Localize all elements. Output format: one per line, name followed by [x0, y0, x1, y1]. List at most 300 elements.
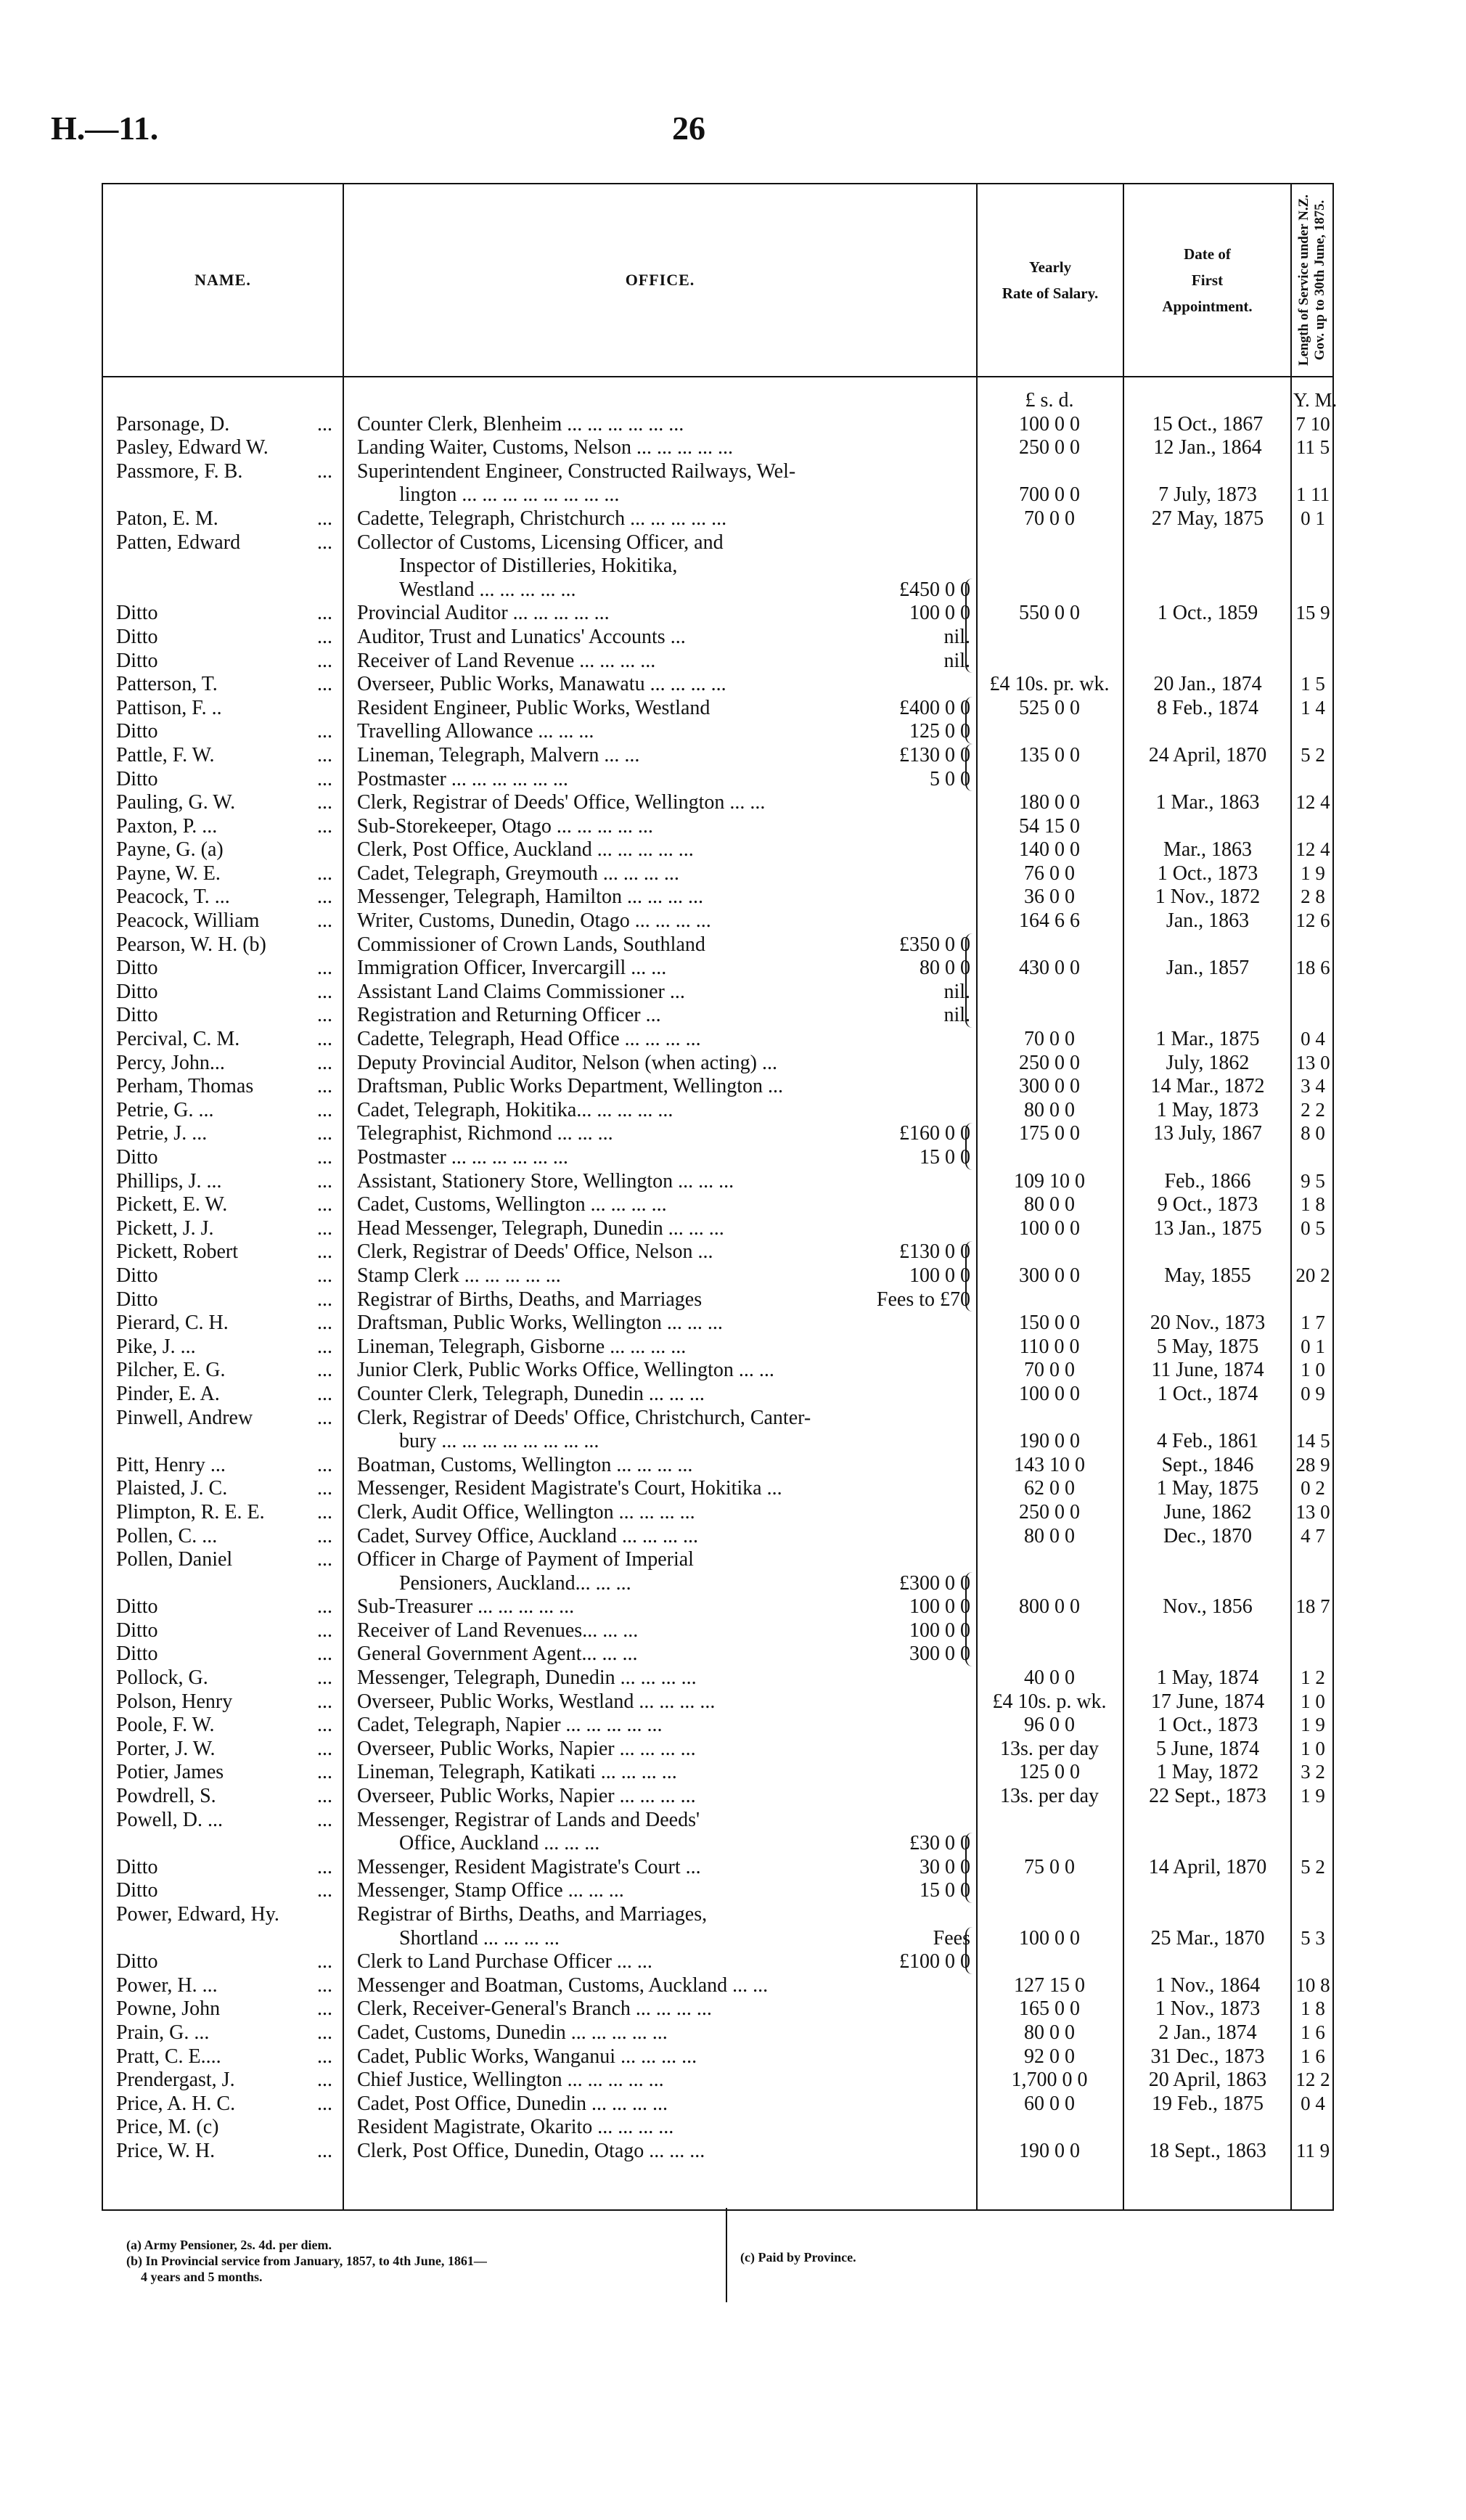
- table-row: [103, 815, 1332, 839]
- name-cell: Pollock, G.: [116, 1666, 208, 1690]
- component-salary-cell: 80 0 0: [920, 957, 970, 980]
- rate-cell: 70 0 0: [1024, 1028, 1075, 1051]
- component-salary-cell: £160 0 0: [899, 1122, 970, 1145]
- name-cell: Price, M. (c): [116, 2116, 219, 2139]
- rate-cell: 250 0 0: [1019, 1051, 1080, 1074]
- footnote-a: (a) Army Pensioner, 2s. 4d. per diem.: [126, 2238, 332, 2252]
- component-salary-cell: £350 0 0: [899, 933, 970, 956]
- office-cell: Clerk, Registrar of Deeds' Office, Christchurch, Canter-: [357, 1406, 811, 1429]
- name-cell: Patten, Edward: [116, 531, 241, 554]
- name-cell: Price, A. H. C.: [116, 2092, 236, 2115]
- office-cell: Cadet, Customs, Wellington ... ... ... ...: [357, 1193, 667, 1216]
- table-row: [103, 909, 1332, 933]
- office-cell: Cadet, Customs, Dunedin ... ... ... ... ...: [357, 2021, 668, 2044]
- name-cell: Pattle, F. W.: [116, 743, 215, 766]
- name-cell: Paxton, P. ...: [116, 814, 218, 838]
- appointment-date-cell: 1 Oct., 1874: [1157, 1382, 1258, 1405]
- length-of-service-cell: 5 3: [1301, 1926, 1325, 1949]
- office-cell: Counter Clerk, Blenheim ... ... ... ... ... ...: [357, 412, 684, 435]
- table-row: [103, 436, 1332, 460]
- rate-cell: 250 0 0: [1019, 1500, 1080, 1523]
- length-of-service-cell: 18 7: [1295, 1595, 1330, 1618]
- length-of-service-cell: 1 5: [1301, 673, 1325, 695]
- length-of-service-cell: 1 0: [1301, 1737, 1325, 1759]
- leader-dots: ...: [317, 1382, 332, 1405]
- table-row: [103, 2069, 1332, 2092]
- rate-cell: 76 0 0: [1024, 862, 1075, 885]
- office-cell: Cadette, Telegraph, Christchurch ... ... ... ... ...: [357, 507, 727, 530]
- rate-cell: 140 0 0: [1019, 838, 1080, 862]
- rate-cell: 75 0 0: [1024, 1855, 1075, 1878]
- leader-dots: ...: [317, 862, 332, 885]
- table-row: [103, 1927, 1332, 1951]
- leader-dots: ...: [317, 1216, 332, 1240]
- appointment-date-cell: 1 Nov., 1873: [1155, 1997, 1261, 2021]
- table-row: [103, 1950, 1332, 1974]
- table-row: [103, 1099, 1332, 1123]
- leader-dots: ...: [317, 1785, 332, 1808]
- rate-cell: 190 0 0: [1019, 2139, 1080, 2162]
- table-row: [103, 1595, 1332, 1619]
- name-cell: Ditto: [116, 1264, 158, 1287]
- name-cell: Pattison, F. ..: [116, 696, 222, 719]
- rate-cell: 100 0 0: [1019, 1216, 1080, 1240]
- appointment-date-cell: 1 Nov., 1864: [1155, 1973, 1261, 1997]
- grouping-brace: [965, 744, 972, 791]
- length-of-service-cell: 28 9: [1295, 1453, 1330, 1476]
- appointment-date-cell: 20 Jan., 1874: [1153, 673, 1262, 696]
- length-of-service-cell: 0 9: [1301, 1382, 1325, 1404]
- office-cell: Shortland ... ... ... ...: [399, 1926, 560, 1950]
- appointment-date-cell: 13 Jan., 1875: [1153, 1216, 1262, 1240]
- component-salary-cell: 125 0 0: [909, 720, 970, 743]
- table-row: [103, 1642, 1332, 1666]
- rate-cell: 13s. per day: [999, 1785, 1100, 1808]
- leader-dots: ...: [317, 1146, 332, 1169]
- table-row: [103, 957, 1332, 981]
- office-cell: lington ... ... ... ... ... ... ... ...: [399, 483, 620, 507]
- rate-cell: 80 0 0: [1024, 1193, 1075, 1216]
- name-cell: Pike, J. ...: [116, 1335, 196, 1358]
- office-cell: Cadet, Telegraph, Napier ... ... ... ... ...: [357, 1714, 663, 1737]
- appointment-date-cell: 1 Oct., 1873: [1157, 862, 1258, 885]
- table-row: [103, 531, 1332, 555]
- table-row: [103, 1525, 1332, 1549]
- component-salary-cell: £450 0 0: [899, 578, 970, 601]
- appointment-date-cell: 1 Mar., 1863: [1155, 791, 1260, 814]
- document-reference: H.—11.: [51, 110, 159, 147]
- length-of-service-cell: 1 11: [1295, 483, 1330, 506]
- length-of-service-cell: 15 9: [1295, 602, 1330, 624]
- appointment-date-cell: 4 Feb., 1861: [1157, 1430, 1258, 1453]
- rate-cell: 100 0 0: [1019, 1926, 1080, 1950]
- office-cell: Messenger, Resident Magistrate's Court, Hokitika ...: [357, 1477, 782, 1500]
- name-cell: Pauling, G. W.: [116, 791, 236, 814]
- leader-dots: ...: [317, 1477, 332, 1500]
- rate-cell: 54 15 0: [1019, 814, 1080, 838]
- leader-dots: ...: [317, 720, 332, 743]
- appointment-date-cell: Dec., 1870: [1163, 1524, 1253, 1547]
- component-salary-cell: nil.: [943, 625, 970, 648]
- footnotes: [102, 2208, 1331, 2302]
- leader-dots: ...: [317, 957, 332, 980]
- rate-cell: 109 10 0: [1014, 1169, 1085, 1192]
- leader-dots: ...: [317, 1855, 332, 1878]
- table-row: [103, 1407, 1332, 1431]
- component-salary-cell: 100 0 0: [909, 1619, 970, 1642]
- leader-dots: ...: [317, 2045, 332, 2068]
- table-row: [103, 1501, 1332, 1525]
- appointment-date-cell: 11 June, 1874: [1151, 1359, 1264, 1382]
- name-cell: Percival, C. M.: [116, 1028, 240, 1051]
- rate-cell: 40 0 0: [1024, 1666, 1075, 1690]
- units-rate: £ s. d.: [1025, 389, 1074, 412]
- name-cell: Ditto: [116, 625, 158, 648]
- grouping-brace: [965, 1927, 972, 1974]
- table-row: [103, 2021, 1332, 2045]
- office-cell: Officer in Charge of Payment of Imperial: [357, 1548, 694, 1571]
- leader-dots: ...: [317, 980, 332, 1003]
- name-cell: Phillips, J. ...: [116, 1169, 222, 1192]
- appointment-date-cell: 5 June, 1874: [1155, 1737, 1260, 1760]
- office-cell: Messenger, Telegraph, Dunedin ... ... ... ...: [357, 1666, 697, 1690]
- grouping-brace: [965, 1123, 972, 1170]
- leader-dots: ...: [317, 767, 332, 790]
- length-of-service-cell: 8 0: [1301, 1122, 1325, 1145]
- table-row: [103, 2140, 1332, 2164]
- leader-dots: ...: [317, 1761, 332, 1784]
- name-cell: Ditto: [116, 957, 158, 980]
- office-cell: Registration and Returning Officer ...: [357, 1004, 661, 1027]
- table-row: [103, 1430, 1332, 1454]
- office-cell: Cadet, Telegraph, Greymouth ... ... ... ...: [357, 862, 679, 885]
- name-cell: Pratt, C. E....: [116, 2045, 221, 2068]
- table-row: [103, 791, 1332, 815]
- leader-dots: ...: [317, 1879, 332, 1902]
- rate-cell: 110 0 0: [1019, 1335, 1080, 1358]
- length-of-service-cell: 1 6: [1301, 2045, 1325, 2067]
- table-row: [103, 1477, 1332, 1501]
- rate-cell: 300 0 0: [1019, 1264, 1080, 1287]
- leader-dots: ...: [317, 1690, 332, 1713]
- component-salary-cell: nil.: [943, 980, 970, 1003]
- component-salary-cell: 100 0 0: [909, 602, 970, 625]
- table-row: [103, 1312, 1332, 1335]
- table-row: [103, 626, 1332, 650]
- table-body: [103, 389, 1338, 2164]
- table-row: [103, 933, 1332, 957]
- name-cell: Price, W. H.: [116, 2139, 216, 2162]
- name-cell: Petrie, G. ...: [116, 1098, 214, 1121]
- rate-cell: 70 0 0: [1024, 1359, 1075, 1382]
- office-cell: Cadette, Telegraph, Head Office ... ... ... ...: [357, 1028, 701, 1051]
- name-cell: Ditto: [116, 1595, 158, 1619]
- leader-dots: ...: [317, 1098, 332, 1121]
- leader-dots: ...: [317, 1288, 332, 1311]
- office-cell: Lineman, Telegraph, Katikati ... ... ... ...: [357, 1761, 677, 1784]
- length-of-service-cell: 1 9: [1301, 862, 1325, 884]
- office-cell: Immigration Officer, Invercargill ... ...: [357, 957, 667, 980]
- name-cell: Ditto: [116, 1855, 158, 1878]
- name-cell: Ditto: [116, 1950, 158, 1973]
- leader-dots: ...: [317, 1737, 332, 1760]
- name-cell: Payne, G. (a): [116, 838, 224, 862]
- length-of-service-cell: 7 10: [1295, 412, 1330, 435]
- leader-dots: ...: [317, 625, 332, 648]
- table-row: [103, 1264, 1332, 1288]
- appointment-date-cell: 17 June, 1874: [1150, 1690, 1265, 1713]
- table-row: [103, 2092, 1332, 2116]
- length-of-service-cell: 0 4: [1301, 1028, 1325, 1050]
- length-of-service-cell: 0 5: [1301, 1216, 1325, 1239]
- leader-dots: ...: [317, 1997, 332, 2021]
- leader-dots: ...: [317, 1169, 332, 1192]
- name-cell: Powdrell, S.: [116, 1785, 216, 1808]
- table-row: [103, 483, 1332, 507]
- table-row: [103, 507, 1332, 531]
- appointment-date-cell: 1 Nov., 1872: [1155, 885, 1261, 909]
- rate-cell: 300 0 0: [1019, 1075, 1080, 1098]
- name-cell: Ditto: [116, 1619, 158, 1642]
- name-cell: Pilcher, E. G.: [116, 1359, 226, 1382]
- length-of-service-cell: 11 5: [1295, 436, 1330, 459]
- leader-dots: ...: [317, 1714, 332, 1737]
- name-cell: Pinder, E. A.: [116, 1382, 220, 1405]
- leader-dots: ...: [317, 791, 332, 814]
- length-of-service-cell: 2 8: [1301, 885, 1325, 908]
- length-of-service-cell: 4 7: [1301, 1524, 1325, 1547]
- name-cell: Powell, D. ...: [116, 1808, 223, 1831]
- table-row: [103, 1240, 1332, 1264]
- name-cell: Ditto: [116, 980, 158, 1003]
- office-cell: Registrar of Births, Deaths, and Marriages: [357, 1288, 703, 1311]
- appointment-date-cell: Mar., 1863: [1163, 838, 1253, 862]
- leader-dots: ...: [317, 1973, 332, 1997]
- leader-dots: ...: [317, 1122, 332, 1145]
- table-row: [103, 1028, 1332, 1052]
- name-cell: Ditto: [116, 602, 158, 625]
- leader-dots: ...: [317, 1619, 332, 1642]
- name-cell: Ditto: [116, 1004, 158, 1027]
- appointment-date-cell: 14 Mar., 1872: [1150, 1075, 1265, 1098]
- table-row: [103, 1903, 1332, 1927]
- page-header: [51, 109, 1357, 152]
- office-cell: Head Messenger, Telegraph, Dunedin ... ... ...: [357, 1216, 724, 1240]
- length-of-service-cell: 1 2: [1301, 1666, 1325, 1689]
- name-cell: Ditto: [116, 1146, 158, 1169]
- office-cell: Counter Clerk, Telegraph, Dunedin ... ... ...: [357, 1382, 705, 1405]
- office-cell: Receiver of Land Revenue ... ... ... ...: [357, 649, 656, 672]
- length-of-service-cell: 0 1: [1301, 1335, 1325, 1357]
- office-cell: Overseer, Public Works, Westland ... ... ... ...: [357, 1690, 716, 1713]
- name-cell: Ditto: [116, 720, 158, 743]
- rate-cell: 525 0 0: [1019, 696, 1080, 719]
- name-cell: Pickett, Robert: [116, 1240, 238, 1264]
- rate-cell: 135 0 0: [1019, 743, 1080, 766]
- rate-cell: 100 0 0: [1019, 1382, 1080, 1405]
- component-salary-cell: Fees to £70: [876, 1288, 970, 1311]
- office-cell: Messenger, Resident Magistrate's Court ...: [357, 1855, 701, 1878]
- name-cell: Power, Edward, Hy.: [116, 1903, 279, 1926]
- name-cell: Plaisted, J. C.: [116, 1477, 228, 1500]
- component-salary-cell: 15 0 0: [920, 1146, 970, 1169]
- table-row: [103, 1217, 1332, 1241]
- table-row: [103, 602, 1332, 626]
- office-cell: Sub-Treasurer ... ... ... ... ...: [357, 1595, 575, 1619]
- office-cell: Pensioners, Auckland... ... ...: [399, 1571, 631, 1595]
- rate-cell: 143 10 0: [1014, 1453, 1085, 1476]
- appointment-date-cell: 9 Oct., 1873: [1157, 1193, 1258, 1216]
- leader-dots: ...: [317, 1240, 332, 1264]
- name-cell: Peacock, T. ...: [116, 885, 230, 909]
- rate-cell: 13s. per day: [999, 1737, 1100, 1760]
- table-row: [103, 1075, 1332, 1099]
- appointment-date-cell: 7 July, 1873: [1158, 483, 1257, 507]
- rate-cell: 100 0 0: [1019, 412, 1080, 435]
- appointment-date-cell: Feb., 1866: [1164, 1169, 1251, 1192]
- table-row: [103, 1832, 1332, 1856]
- appointment-date-cell: 1 May, 1873: [1156, 1098, 1259, 1121]
- rate-cell: 80 0 0: [1024, 1524, 1075, 1547]
- table-row: [103, 885, 1332, 909]
- grouping-brace: [965, 697, 972, 744]
- grouping-brace: [965, 1241, 972, 1312]
- office-cell: Cadet, Survey Office, Auckland ... ... ... ...: [357, 1524, 698, 1547]
- office-cell: Clerk to Land Purchase Officer ... ...: [357, 1950, 652, 1973]
- office-cell: Overseer, Public Works, Napier ... ... ... ...: [357, 1785, 696, 1808]
- length-of-service-cell: 1 9: [1301, 1714, 1325, 1736]
- rate-cell: £4 10s. pr. wk.: [989, 673, 1110, 696]
- appointment-date-cell: Sept., 1846: [1161, 1453, 1254, 1476]
- leader-dots: ...: [317, 531, 332, 554]
- header-rule: [103, 376, 1332, 377]
- header-name: NAME.: [194, 271, 251, 289]
- office-cell: Landing Waiter, Customs, Nelson ... ... ... ... ...: [357, 436, 733, 459]
- rate-cell: 430 0 0: [1019, 957, 1080, 980]
- component-salary-cell: 100 0 0: [909, 1264, 970, 1287]
- component-salary-cell: £400 0 0: [899, 696, 970, 719]
- name-cell: Polson, Henry: [116, 1690, 233, 1713]
- office-cell: Postmaster ... ... ... ... ... ...: [357, 767, 568, 790]
- leader-dots: ...: [317, 2092, 332, 2115]
- rate-cell: 127 15 0: [1014, 1973, 1085, 1997]
- rate-cell: 165 0 0: [1019, 1997, 1080, 2021]
- table-row: [103, 981, 1332, 1005]
- appointment-date-cell: 1 Oct., 1873: [1157, 1714, 1258, 1737]
- table-row: [103, 744, 1332, 768]
- leader-dots: ...: [317, 1453, 332, 1476]
- name-cell: Pierard, C. H.: [116, 1312, 229, 1335]
- office-cell: Auditor, Trust and Lunatics' Accounts ...: [357, 625, 686, 648]
- table-row: [103, 1383, 1332, 1407]
- header-office: OFFICE.: [625, 271, 695, 289]
- rate-cell: 150 0 0: [1019, 1312, 1080, 1335]
- name-cell: Porter, J. W.: [116, 1737, 216, 1760]
- component-salary-cell: nil.: [943, 649, 970, 672]
- appointment-date-cell: 20 April, 1863: [1148, 2069, 1267, 2092]
- leader-dots: ...: [317, 1950, 332, 1973]
- table-row: [103, 720, 1332, 744]
- appointment-date-cell: 18 Sept., 1863: [1149, 2139, 1266, 2162]
- office-cell: Draftsman, Public Works Department, Wellington ...: [357, 1075, 784, 1098]
- leader-dots: ...: [317, 1595, 332, 1619]
- name-cell: Ditto: [116, 767, 158, 790]
- table-row: [103, 1714, 1332, 1738]
- leader-dots: ...: [317, 1335, 332, 1358]
- name-cell: Ditto: [116, 1288, 158, 1311]
- appointment-date-cell: Jan., 1863: [1166, 909, 1250, 933]
- leader-dots: ...: [317, 1193, 332, 1216]
- table-row: [103, 413, 1332, 437]
- name-cell: Payne, W. E.: [116, 862, 221, 885]
- footnote-b-continued: 4 years and 5 months.: [141, 2270, 263, 2284]
- leader-dots: ...: [317, 1808, 332, 1831]
- table-row: [103, 1856, 1332, 1880]
- rate-cell: 80 0 0: [1024, 1098, 1075, 1121]
- name-cell: Pearson, W. H. (b): [116, 933, 266, 956]
- leader-dots: ...: [317, 507, 332, 530]
- office-cell: Assistant, Stationery Store, Wellington ... ... ...: [357, 1169, 734, 1192]
- office-cell: Postmaster ... ... ... ... ... ...: [357, 1146, 568, 1169]
- table-row: [103, 460, 1332, 484]
- office-cell: Resident Engineer, Public Works, Westland: [357, 696, 711, 719]
- name-cell: Ditto: [116, 649, 158, 672]
- component-salary-cell: 15 0 0: [920, 1879, 970, 1902]
- length-of-service-cell: 3 2: [1301, 1761, 1325, 1783]
- rate-cell: 36 0 0: [1024, 885, 1075, 909]
- length-of-service-cell: 5 2: [1301, 743, 1325, 766]
- length-of-service-cell: 1 9: [1301, 1785, 1325, 1807]
- name-cell: Pollen, Daniel: [116, 1548, 233, 1571]
- footnote-c: (c) Paid by Province.: [740, 2250, 856, 2265]
- length-of-service-cell: 13 0: [1295, 1500, 1330, 1523]
- name-cell: Peacock, William: [116, 909, 260, 933]
- header-length-of-service-label: Length of Service under N.Z. Gov. up to 30th June, 1875.: [1296, 194, 1327, 367]
- table-row: [103, 1785, 1332, 1809]
- rate-cell: 80 0 0: [1024, 2021, 1075, 2044]
- footnote-b: (b) In Provincial service from January, 1857, to 4th June, 1861—: [126, 2254, 487, 2268]
- leader-dots: ...: [317, 2069, 332, 2092]
- office-cell: Messenger, Registrar of Lands and Deeds': [357, 1808, 700, 1831]
- rate-cell: 250 0 0: [1019, 436, 1080, 459]
- name-cell: Pollen, C. ...: [116, 1524, 218, 1547]
- table-row: [103, 1454, 1332, 1478]
- table-row: [103, 1288, 1332, 1312]
- length-of-service-cell: 5 2: [1301, 1855, 1325, 1878]
- office-cell: Clerk, Audit Office, Wellington ... ... ... ...: [357, 1500, 695, 1523]
- appointment-date-cell: 1 Oct., 1859: [1157, 602, 1258, 625]
- office-cell: Cadet, Post Office, Dunedin ... ... ... ...: [357, 2092, 668, 2115]
- appointment-date-cell: July, 1862: [1166, 1051, 1250, 1074]
- header-date: Date of First Appointment.: [1162, 245, 1253, 315]
- appointment-date-cell: 15 Oct., 1867: [1152, 412, 1264, 435]
- rate-cell: 70 0 0: [1024, 507, 1075, 530]
- table-row: [103, 555, 1332, 578]
- office-cell: Travelling Allowance ... ... ...: [357, 720, 594, 743]
- component-salary-cell: £130 0 0: [899, 743, 970, 766]
- name-cell: Plimpton, R. E. E.: [116, 1500, 265, 1523]
- appointment-date-cell: 8 Feb., 1874: [1157, 696, 1258, 719]
- length-of-service-cell: 0 4: [1301, 2092, 1325, 2114]
- leader-dots: ...: [317, 885, 332, 909]
- name-cell: Potier, James: [116, 1761, 224, 1784]
- office-cell: Messenger and Boatman, Customs, Auckland ... ...: [357, 1973, 769, 1997]
- leader-dots: ...: [317, 1004, 332, 1027]
- leader-dots: ...: [317, 412, 332, 435]
- table-row: [103, 1193, 1332, 1217]
- component-salary-cell: 5 0 0: [930, 767, 970, 790]
- appointment-date-cell: 24 April, 1870: [1148, 743, 1267, 766]
